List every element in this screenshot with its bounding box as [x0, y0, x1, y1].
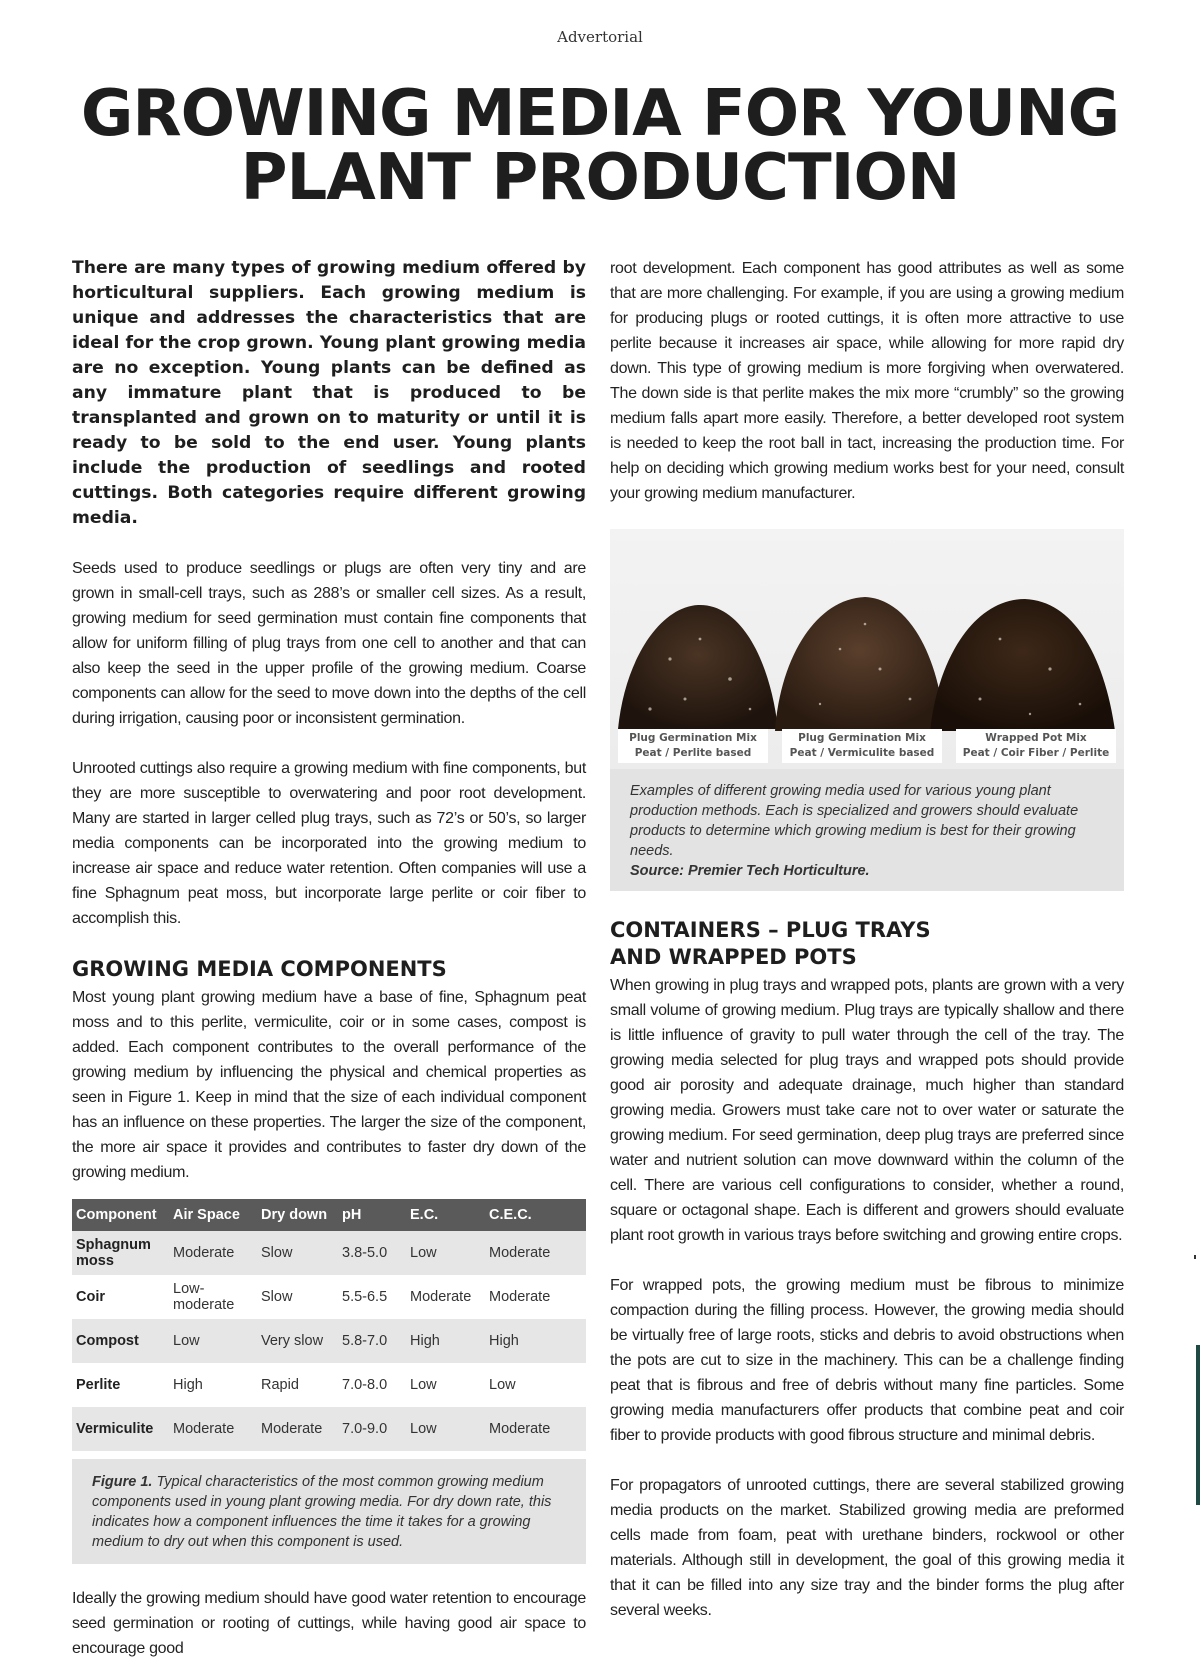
table-cell: Very slow	[257, 1319, 338, 1363]
table-cell: Low	[410, 1377, 437, 1393]
table-cell: Slow	[257, 1231, 338, 1275]
table-cell: High	[485, 1319, 586, 1363]
paragraph-components: Most young plant growing medium have a base of fine, Sphagnum peat moss and to this perlite, vermiculite, coir or in some cases, compost is added. Each component contributes to the overall performance of the growing medium by influencing the physical and chemical properties as seen in Figure 1. Keep in mind that the size of each individual component has an influence on these properties. The larger the size of the component, the more air space it provides and contributes to faster dry down of the growing medium.	[72, 989, 586, 1181]
page-edge-mark	[1194, 1255, 1196, 1259]
photo-caption	[610, 769, 1124, 891]
growing-media-photo	[610, 529, 1124, 769]
photo-source: Source: Premier Tech Horticulture.	[630, 863, 870, 879]
heading-line-1: CONTAINERS – PLUG TRAYS	[610, 918, 931, 942]
table-header: Component	[72, 1199, 169, 1231]
figure-1-label: Figure 1.	[92, 1474, 153, 1490]
table-cell: Rapid	[261, 1377, 299, 1393]
table-cell: Slow	[261, 1289, 293, 1305]
table-cell: Vermiculite	[72, 1407, 169, 1451]
photo-caption-text: Examples of different growing media used for various young plant production methods. Each is specialized and growers should evaluate products to determine which growing medium is best for their growing needs.	[630, 783, 1079, 859]
soil-pile-1	[618, 605, 778, 729]
photo-label-3-line-2: Peat / Coir Fiber / Perlite	[962, 747, 1110, 759]
table-cell: High	[173, 1377, 203, 1393]
table-cell: 7.0-8.0	[342, 1377, 388, 1393]
table-cell: 5.5-6.5	[342, 1289, 388, 1305]
section-heading-components: GROWING MEDIA COMPONENTS	[72, 957, 447, 981]
photo-label-1-line-2: Peat / Perlite based	[634, 747, 752, 759]
table-header: Air Space	[169, 1199, 257, 1231]
table-header-row	[72, 1199, 586, 1231]
components-table	[72, 1199, 586, 1451]
table-cell: Moderate	[169, 1231, 257, 1275]
table-cell: 5.8-7.0	[338, 1319, 406, 1363]
table-cell: Perlite	[76, 1377, 121, 1393]
paragraph-water-retention: Ideally the growing medium should have good water retention to encourage seed germination or rooting of cuttings, while having good air space to encourage good	[72, 1590, 586, 1657]
table-cell: Moderate	[257, 1407, 338, 1451]
table-cell: Low-moderate	[173, 1281, 235, 1313]
table-cell: Moderate	[410, 1289, 472, 1305]
section-heading-containers	[610, 917, 1124, 971]
left-column	[72, 256, 586, 1661]
table-cell: Low	[489, 1377, 516, 1393]
photo-label-1-line-1: Plug Germination Mix	[629, 732, 757, 744]
paragraph-wrapped-pots: For wrapped pots, the growing medium must be fibrous to minimize compaction during the filling process. However, the growing media should be virtually free of large roots, sticks and debris to avoid obstructions when the pots are cut to size in the machinery. This can be a challenge finding peat that is fibrous and free of debris without many fine particles. Some growing media manufacturers offer products that combine peat and coir fiber to provide products with good fibrous structure and minimal debris.	[610, 1277, 1124, 1444]
table-cell: High	[406, 1319, 485, 1363]
right-column	[610, 256, 1124, 1623]
title-line-1: GROWING MEDIA FOR YOUNG	[80, 77, 1120, 151]
table-header: pH	[338, 1199, 406, 1231]
table-header: Dry down	[257, 1199, 338, 1231]
figure-1-caption	[72, 1459, 586, 1564]
table-cell: Moderate	[485, 1407, 586, 1451]
lead-paragraph: There are many types of growing medium offered by horticultural suppliers. Each growing medium is unique and addresses the characteristics that are ideal for the crop grown. Young plant growing media are no exception. Young plants can be defined as any immature plant that is produced to be transplanted and grown on to maturity or until it is ready to be sold to the end user. Young plants include the production of seedlings and rooted cuttings. Both categories require different growing media.	[72, 258, 586, 528]
article-title	[40, 77, 1160, 215]
table-cell: Moderate	[489, 1289, 551, 1305]
table-row	[72, 1363, 586, 1407]
table-cell: Low	[406, 1231, 485, 1275]
table-cell: Moderate	[485, 1231, 586, 1275]
photo-label-3	[956, 729, 1116, 763]
paragraph-root-development: root development. Each component has good attributes as well as some that are more challenging. For example, if you are using a growing medium for producing plugs or rooted cuttings, it is often more attractive to use perlite because it increases air space, while allowing for more rapid dry down. This type of growing medium is more forgiving when overwatered. The down side is that perlite makes the mix more “crumbly” so the growing medium falls apart more easily. Therefore, a better developed root system is needed to keep the root ball in tact, increasing the production time. For help on deciding which growing medium works best for your need, consult your growing medium manufacturer.	[610, 260, 1124, 502]
table-cell: Sphagnum moss	[72, 1231, 169, 1275]
page-edge-bar	[1196, 1345, 1200, 1505]
soil-pile-2	[775, 597, 945, 731]
paragraph-plug-trays: When growing in plug trays and wrapped pots, plants are grown with a very small volume of growing medium. Plug trays are typically shallow and there is little influence of gravity to pull water through the cell of the tray. The growing media selected for plug trays and wrapped pots should provide good air porosity and adequate drainage, much higher than standard growing media. Growers must take care not to over water or saturate the growing medium. For seed germination, deep plug trays are preferred since water and nutrient solution can move downward within the column of the cell. There are various cell configurations to consider, whether a round, square or octagonal shape. Each is different and growers should evaluate plant root growth in various trays before switching and growing entire crops.	[610, 977, 1124, 1244]
table-row	[72, 1275, 586, 1319]
paragraph-unrooted-cuttings: Unrooted cuttings also require a growing medium with fine components, but they are more susceptible to overwatering and poor root development. Many are started in larger celled plug trays, such as 72’s or 50’s, so larger media components can be incorporated into the growing medium to increase air space and reduce water retention. Often companies will use a fine Sphagnum peat moss, but incorporate large perlite or coir fiber to accomplish this.	[72, 760, 586, 927]
photo-label-2	[782, 729, 942, 763]
table-row	[72, 1407, 586, 1451]
table-row	[72, 1231, 586, 1275]
table-header: C.E.C.	[485, 1199, 586, 1231]
table-cell: Low	[169, 1319, 257, 1363]
table-header: E.C.	[406, 1199, 485, 1231]
table-cell: 7.0-9.0	[338, 1407, 406, 1451]
advertorial-label: Advertorial	[557, 28, 643, 46]
table-cell: Compost	[72, 1319, 169, 1363]
photo-label-1	[618, 729, 768, 763]
soil-pile-3	[930, 599, 1115, 731]
table-cell: 3.8-5.0	[338, 1231, 406, 1275]
photo-label-3-line-1: Wrapped Pot Mix	[985, 732, 1087, 744]
table-cell: Coir	[76, 1289, 105, 1305]
table-row	[72, 1319, 586, 1363]
photo-label-2-line-2: Peat / Vermiculite based	[789, 747, 935, 759]
paragraph-stabilized-media: For propagators of unrooted cuttings, there are several stabilized growing media products on the market. Stabilized growing media are preformed cells made from foam, peat with urethane binders, rockwool or other materials. Although still in development, the goal of this growing media it that it can be filled into any size tray and the binder forms the plug after several weeks.	[610, 1477, 1124, 1619]
table-cell: Low	[406, 1407, 485, 1451]
title-line-2: PLANT PRODUCTION	[240, 141, 960, 215]
photo-label-2-line-1: Plug Germination Mix	[798, 732, 926, 744]
paragraph-seeds: Seeds used to produce seedlings or plugs are often very tiny and are grown in small-cell trays, such as 288’s or smaller cell sizes. As a result, growing medium for seed germination must contain fine components that allow for uniform filling of plug trays from one cell to another and that can also keep the seed in the upper profile of the growing medium. Coarse components can allow for the seed to move down into the depths of the cell during irrigation, causing poor or inconsistent germination.	[72, 560, 586, 727]
heading-line-2: AND WRAPPED POTS	[610, 945, 857, 969]
figure-1-caption-text: Typical characteristics of the most common growing medium components used in young plant growing media. For dry down rate, this indicates how a component influences the time it takes for a growing medium to dry out when this component is used.	[92, 1474, 552, 1550]
table-cell: Moderate	[169, 1407, 257, 1451]
